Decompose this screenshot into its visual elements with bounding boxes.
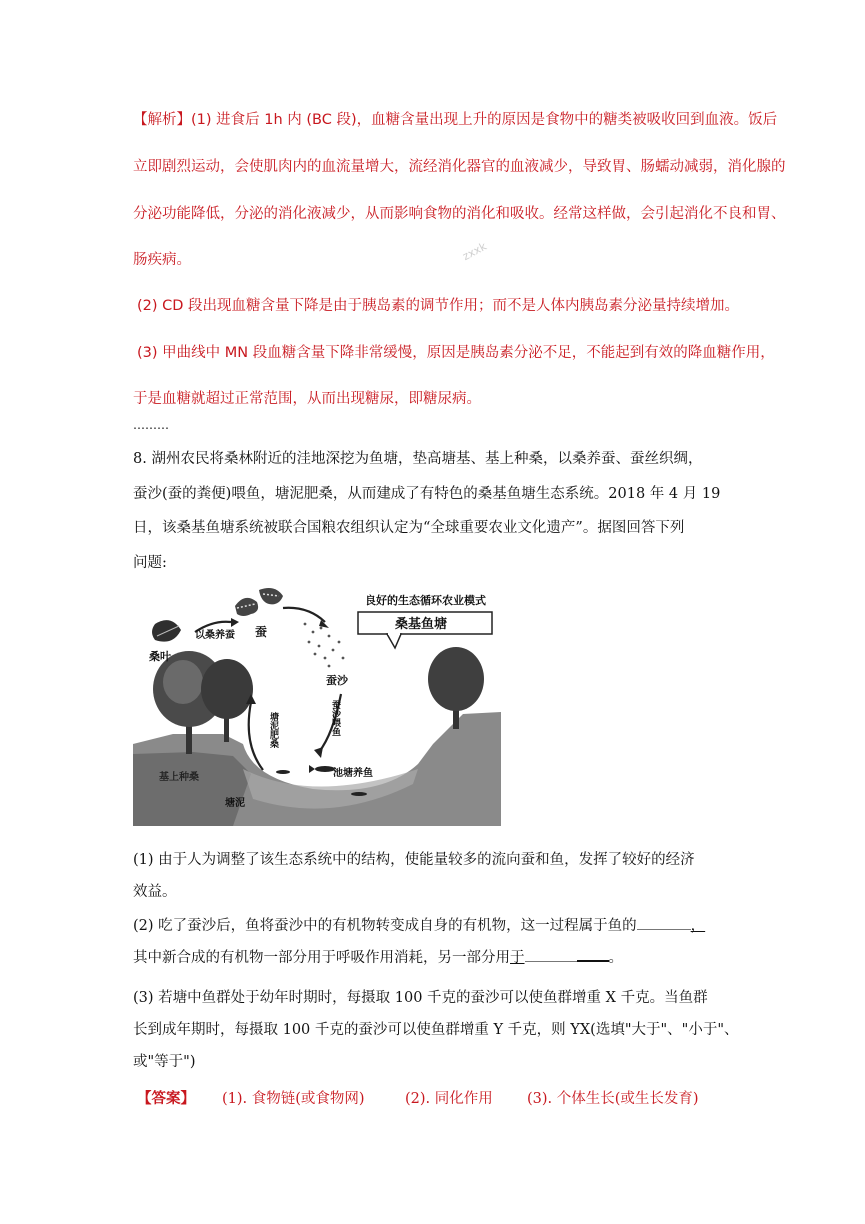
question-line-1: 8. 湖州农民将桑林附近的洼地深挖为鱼塘，垫高塘基、基上种桑，以桑养蚕、蚕丝织绸， <box>133 451 703 467</box>
q3-line-1: (3) 若塘中鱼群处于幼年时期时，每摄取 100 千克的蚕沙可以使鱼群增重 X 千克。当鱼群 <box>133 990 708 1006</box>
q1-line-1: (1) 由于人为调整了该生态系统中的结构，使能量较多的流向蚕和鱼，发挥了较好的经济 <box>133 852 695 868</box>
label-mud: 塘泥 <box>225 798 245 809</box>
q2-line-2 <box>133 946 623 967</box>
q2-blank-1[interactable] <box>637 929 691 930</box>
q2-blank-2a[interactable] <box>525 961 577 962</box>
q2-yu: 于 <box>510 950 525 966</box>
ellipsis: ……… <box>133 418 169 432</box>
q2-text: (2) 吃了蚕沙后，鱼将蚕沙中的有机物转变成自身的有机物，这一过程属于鱼的 <box>133 918 637 934</box>
q1-line-2: 效益。 <box>133 884 177 900</box>
analysis-line-1: 【解析】(1) 进食后 1h 内 (BC 段)，血糖含量出现上升的原因是食物中的糖类被吸收回到血液。饭后 <box>133 112 778 128</box>
answer-item-2: (2). 同化作用 <box>405 1091 493 1107</box>
q2-text-2: 其中新合成的有机物一部分用于呼吸作用消耗，另一部分用 <box>133 950 510 966</box>
label-silk-sand: 蚕沙 <box>326 674 348 687</box>
watermark: zxxk <box>460 239 489 264</box>
analysis-line-6: (3) 甲曲线中 MN 段血糖含量下降非常缓慢，原因是胰岛素分泌不足，不能起到有效的降血糖作用， <box>137 345 775 361</box>
answer-item-1: (1). 食物链(或食物网) <box>222 1091 365 1107</box>
analysis-line-3: 分泌功能降低，分泌的消化液减少，从而影响食物的消化和吸收。经常这样做，会引起消化不良和胃、 <box>133 206 786 222</box>
q2-blank-2b[interactable] <box>577 960 609 962</box>
answer-item-3: (3). 个体生长(或生长发育) <box>527 1091 699 1107</box>
analysis-line-5: (2) CD 段出现血糖含量下降是由于胰岛素的调节作用；而不是人体内胰岛素分泌量持续增加。 <box>137 298 740 314</box>
question-line-4: 问题: <box>133 555 167 571</box>
q2-comma: ， <box>690 918 706 934</box>
label-feed-fish: 蚕沙喂鱼 <box>330 700 340 736</box>
analysis-line-2: 立即剧烈运动，会使肌肉内的血流量增大，流经消化器官的血液减少，导致胃、肠蠕动减弱，消化腺的 <box>133 159 786 175</box>
question-line-3: 日，该桑基鱼塘系统被联合国粮农组织认定为“全球重要农业文化遗产”。据图回答下列 <box>133 520 685 536</box>
diagram-title: 桑基鱼塘 <box>395 617 448 632</box>
label-silkworm: 蚕 <box>255 625 268 639</box>
q2-line-1 <box>133 914 705 935</box>
diagram-banner: 良好的生态循环农业模式 <box>365 594 486 607</box>
mulberry-fish-pond-diagram <box>133 584 501 826</box>
answer-label: 【答案】 <box>137 1091 195 1107</box>
label-dike: 基上种桑 <box>159 772 199 783</box>
label-fish: 池塘养鱼 <box>333 768 373 779</box>
analysis-line-4: 肠疾病。 <box>133 252 191 268</box>
q2-period: 。 <box>608 950 623 966</box>
label-leaf: 桑叶 <box>149 650 171 663</box>
q3-line-2: 长到成年期时，每摄取 100 千克的蚕沙可以使鱼群增重 Y 千克，则 YX(选填"大于"、"小于"、 <box>133 1022 739 1038</box>
q3-line-3: 或"等于") <box>133 1054 196 1070</box>
label-mud-fertilize: 塘泥肥桑 <box>268 712 278 748</box>
question-line-2: 蚕沙(蚕的粪便)喂鱼，塘泥肥桑，从而建成了有特色的桑基鱼塘生态系统。2018 年 4 月 19 <box>133 486 721 502</box>
label-feed: 以桑养蚕 <box>195 630 235 641</box>
analysis-line-7: 于是血糖就超过正常范围，从而出现糖尿，即糖尿病。 <box>133 391 481 407</box>
